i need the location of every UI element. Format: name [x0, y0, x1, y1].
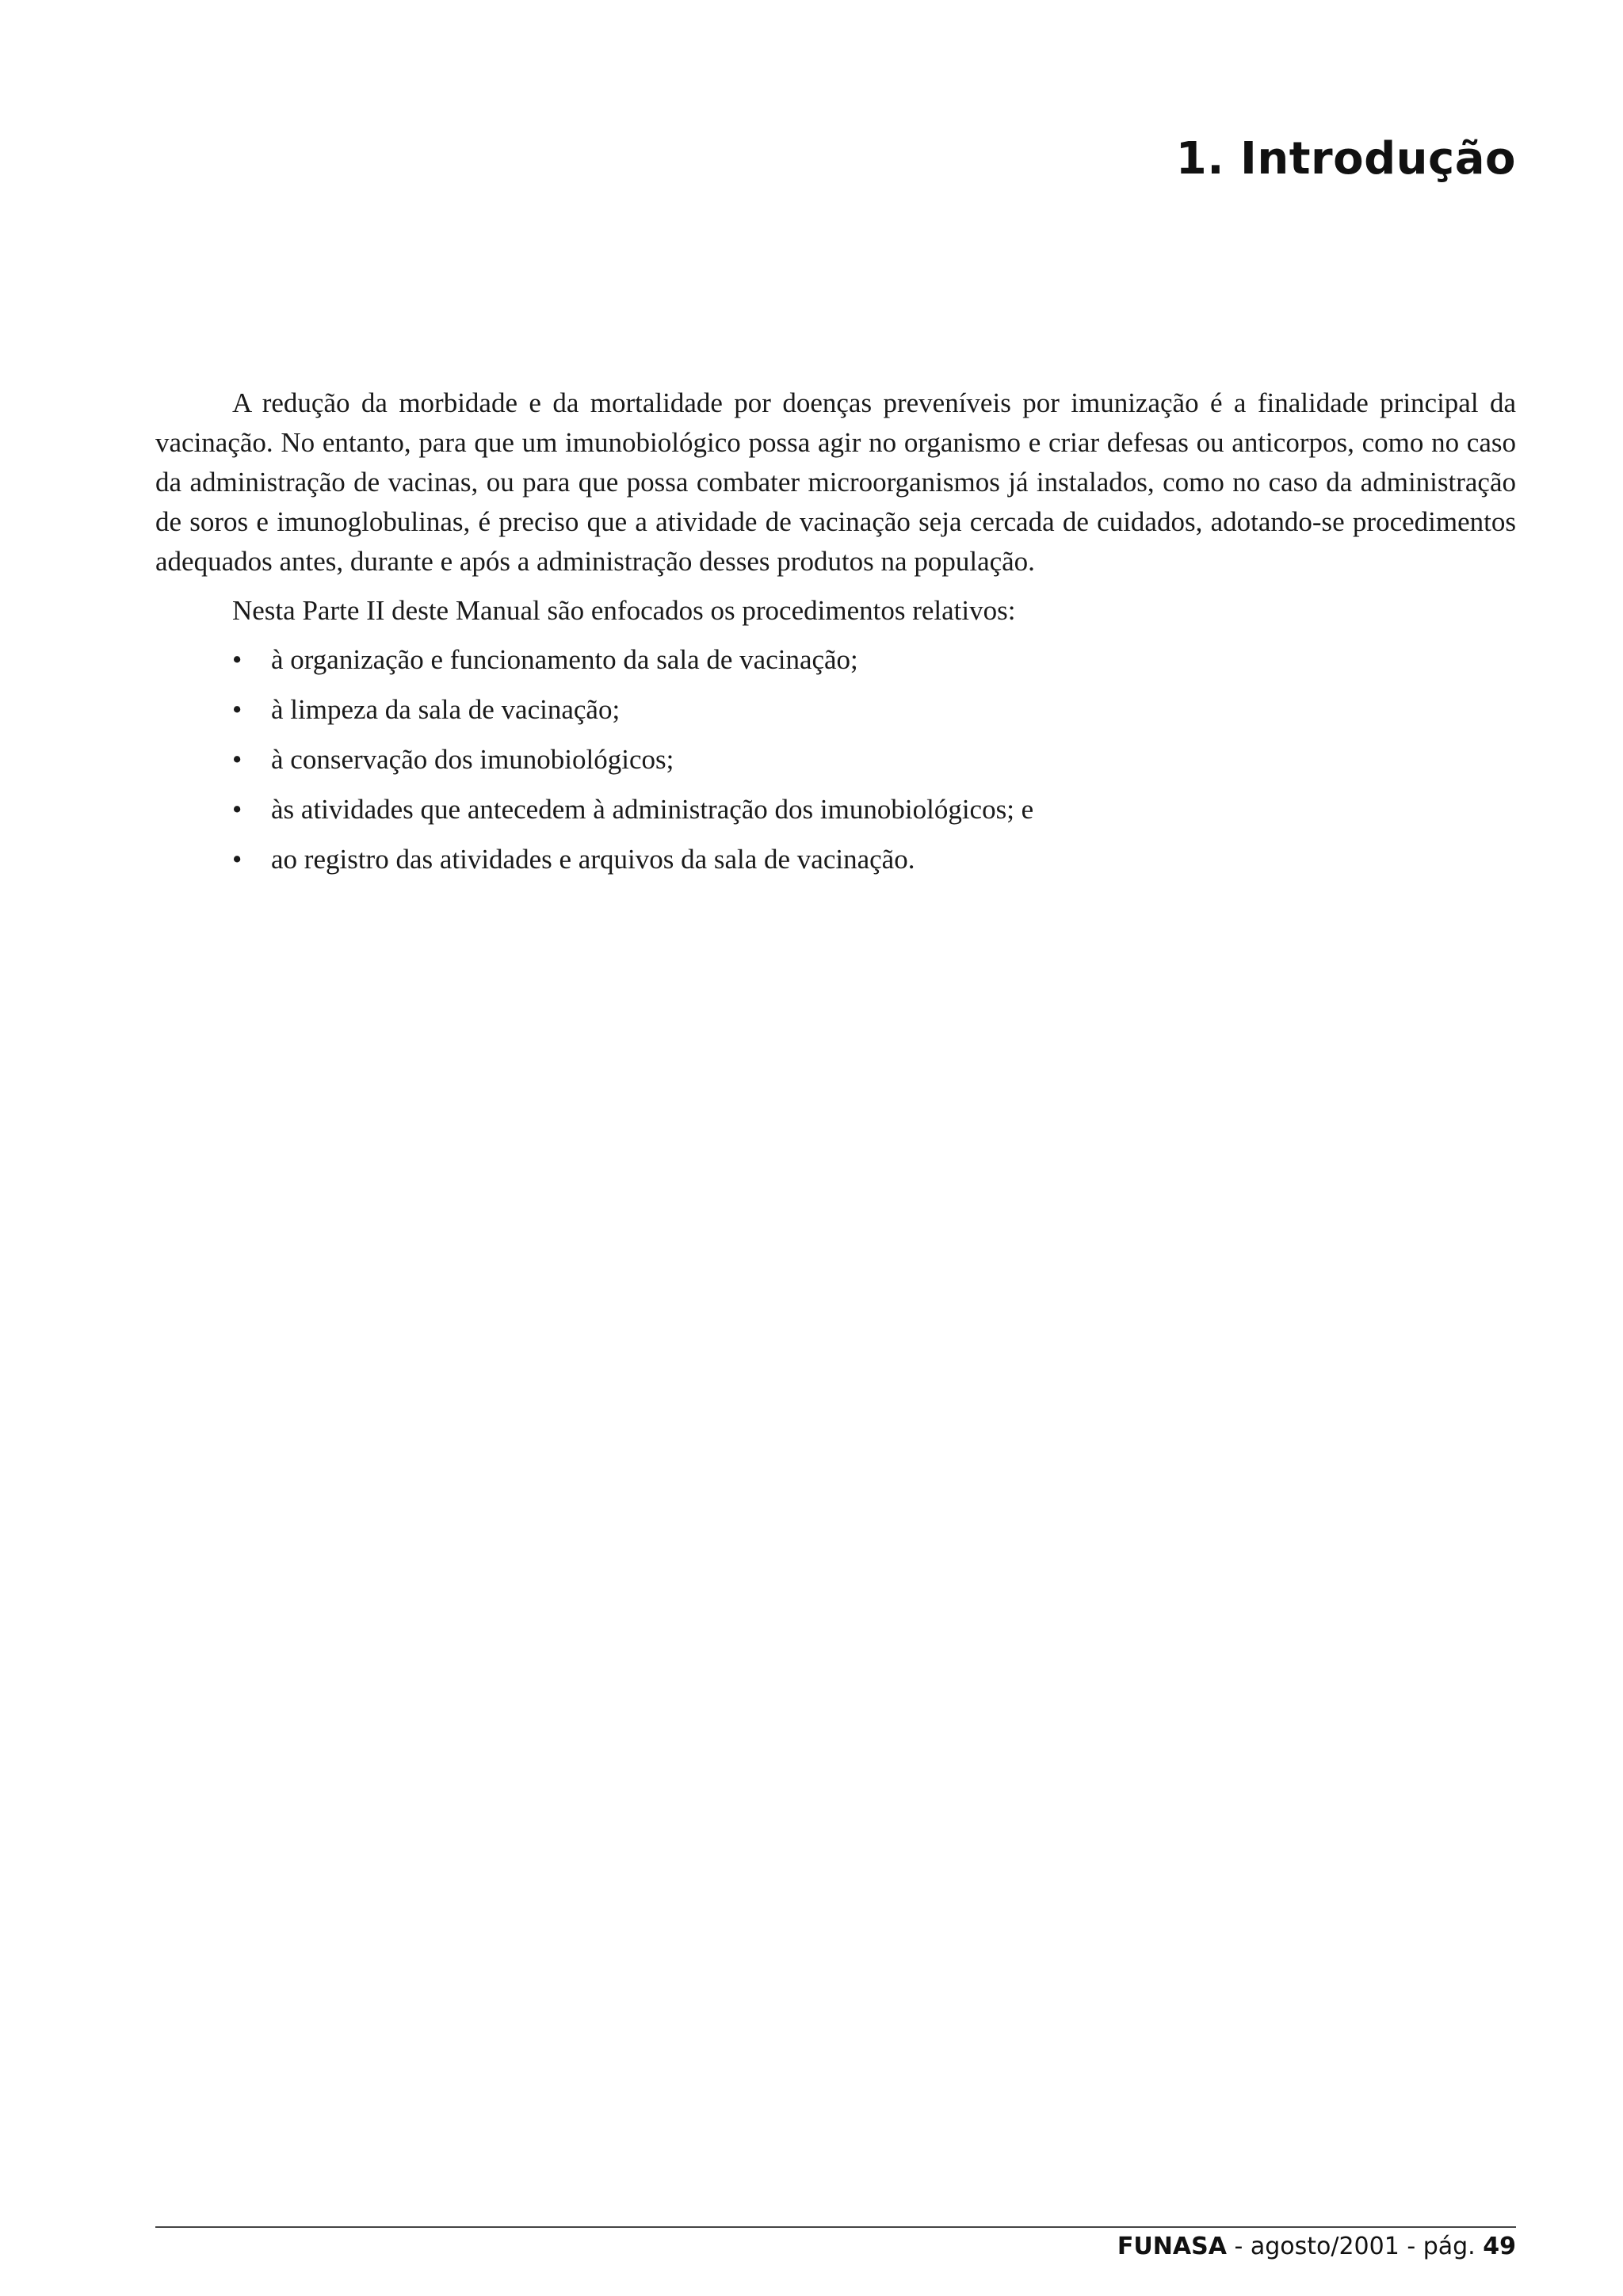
list-item-text: à conservação dos imunobiológicos;	[271, 744, 674, 775]
intro-paragraph: A redução da morbidade e da mortalidade por doenças preveníveis por imunização é a finalidade principal da vacinação. No entanto, para que um imunobiológico possa agir no organismo e criar defesas ou anticorpos, como no caso da administração de vacinas, ou para que possa combater microorganismos já instalados, como no caso da administração de soros e imunoglobulinas, é preciso que a atividade de vacinação seja cercada de cuidados, adotando-se procedimentos adequados antes, durante e após a administração desses produtos na população.	[155, 387, 1516, 577]
list-item	[155, 740, 1516, 780]
list-item	[155, 640, 1516, 680]
bullet-icon: •	[232, 644, 242, 675]
footer-date: - agosto/2001 - pág.	[1226, 2233, 1484, 2260]
bullet-icon: •	[232, 794, 242, 825]
list-item-text: à organização e funcionamento da sala de vacinação;	[271, 644, 858, 675]
bullet-icon: •	[232, 744, 242, 775]
list-item	[155, 690, 1516, 730]
footer-organization: FUNASA	[1117, 2233, 1227, 2260]
list-item-text: às atividades que antecedem à administração dos imunobiológicos; e	[271, 794, 1034, 825]
list-item	[155, 790, 1516, 830]
list-item-text: ao registro das atividades e arquivos da sala de vacinação.	[271, 844, 915, 875]
footer-divider	[155, 2226, 1516, 2228]
page-number: 49	[1483, 2233, 1516, 2260]
bullet-icon: •	[232, 844, 242, 875]
main-content	[155, 383, 1516, 890]
procedures-list	[155, 640, 1516, 879]
list-intro: Nesta Parte II deste Manual são enfocados os procedimentos relativos:	[232, 595, 1016, 626]
page-footer	[1117, 2233, 1516, 2260]
bullet-icon: •	[232, 694, 242, 725]
list-item-text: à limpeza da sala de vacinação;	[271, 694, 621, 725]
page-title: 1. Introdução	[1175, 133, 1516, 185]
list-item	[155, 840, 1516, 879]
